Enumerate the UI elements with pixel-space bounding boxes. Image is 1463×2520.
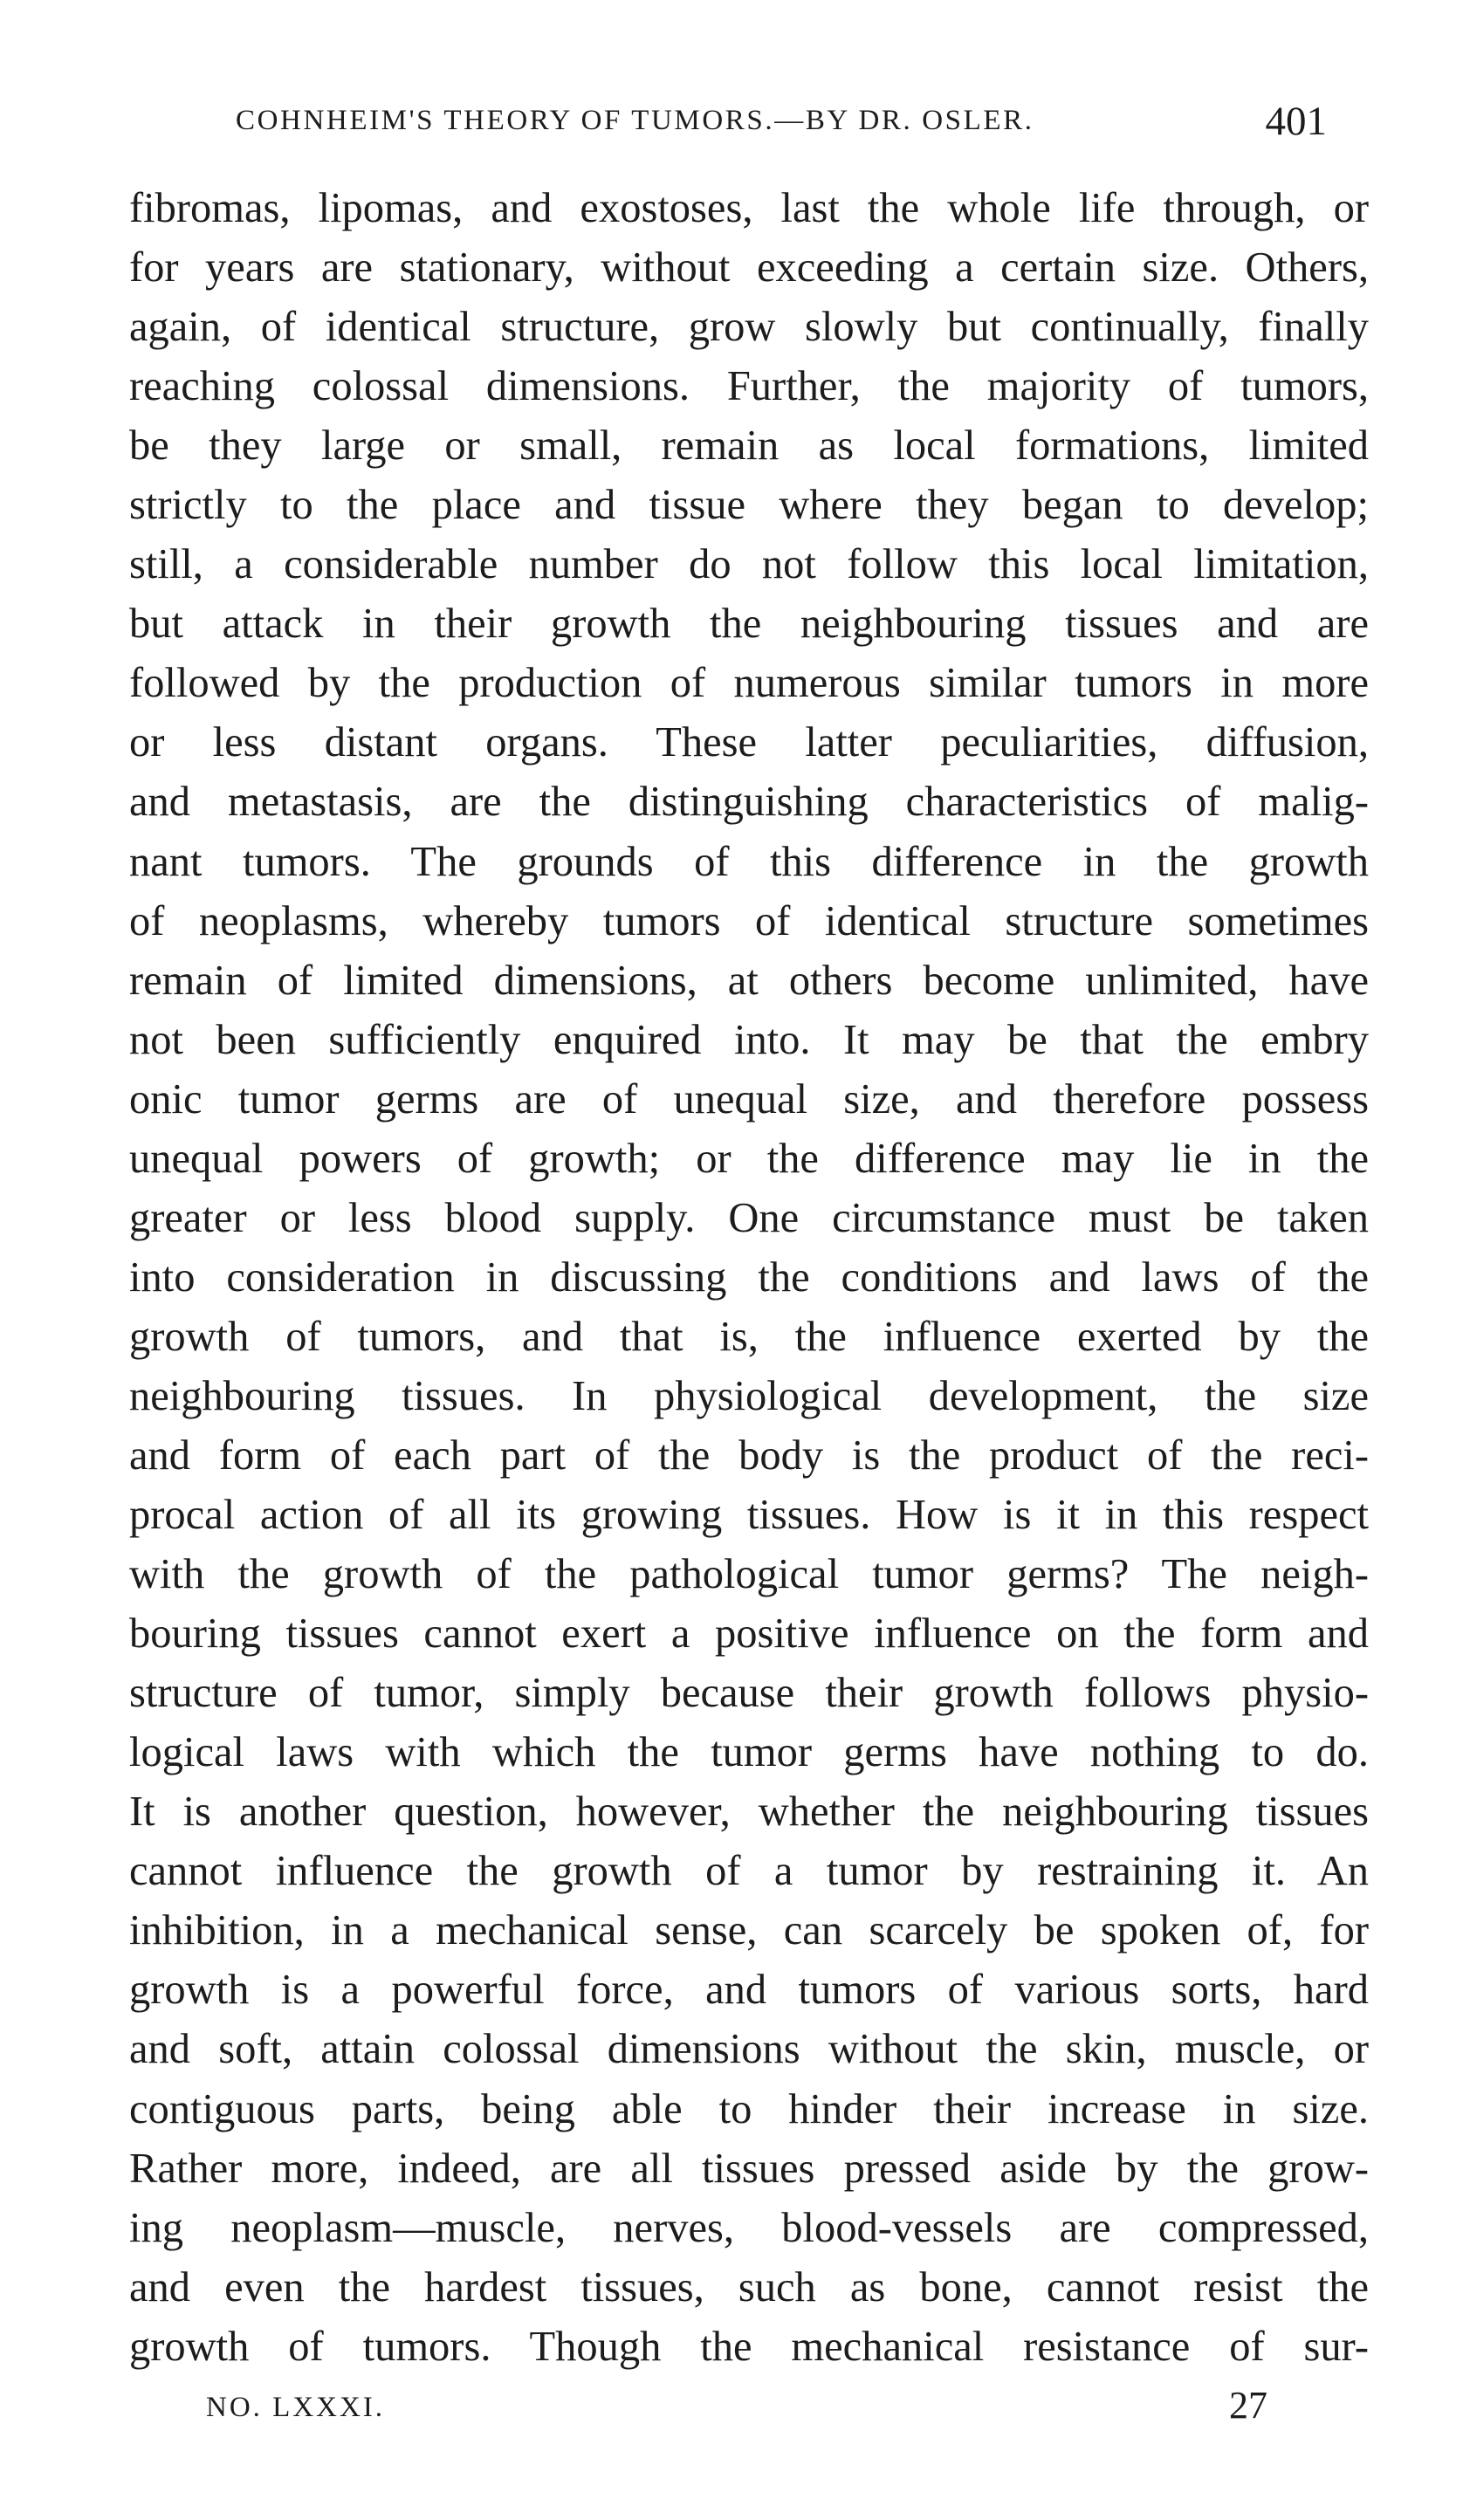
signature-number: 27: [1229, 2384, 1267, 2427]
text-line: unequal powers of growth; or the difference may lie in the: [129, 1135, 1369, 1182]
text-line: be they large or small, remain as local formations, limited: [129, 422, 1369, 470]
text-line: contiguous parts, being able to hinder their increase in size.: [129, 2085, 1369, 2132]
text-line: not been sufficiently enquired into. It may be that the embry: [129, 1016, 1369, 1063]
text-line: structure of tumor, simply because their growth follows physio-: [129, 1670, 1369, 1717]
text-line: and even the hardest tissues, such as bone, cannot resist the: [129, 2263, 1369, 2311]
signature-mark: NO. LXXXI.: [206, 2392, 386, 2423]
text-line: ing neoplasm—muscle, nerves, blood-vessels are compressed,: [129, 2204, 1369, 2251]
text-line: greater or less blood supply. One circumstance must be taken: [129, 1194, 1369, 1241]
text-line: logical laws with which the tumor germs have nothing to do.: [129, 1729, 1369, 1776]
text-line: into consideration in discussing the conditions and laws of the: [129, 1253, 1369, 1301]
text-line: and form of each part of the body is the product of the reci-: [129, 1432, 1369, 1479]
text-line: followed by the production of numerous similar tumors in more: [129, 660, 1369, 707]
text-line: growth of tumors. Though the mechanical resistance of sur-: [129, 2323, 1369, 2370]
text-line: strictly to the place and tissue where they began to develop;: [129, 482, 1369, 529]
text-line: cannot influence the growth of a tumor by restraining it. An: [129, 1848, 1369, 1895]
text-line: growth of tumors, and that is, the influence exerted by the: [129, 1313, 1369, 1360]
text-line: remain of limited dimensions, at others become unlimited, have: [129, 957, 1369, 1004]
text-line: procal action of all its growing tissues. How is it in this respect: [129, 1492, 1369, 1539]
text-line: but attack in their growth the neighbouring tissues and are: [129, 601, 1369, 648]
text-line: and metastasis, are the distinguishing characteristics of malig-: [129, 779, 1369, 826]
body-text: [129, 179, 1369, 2377]
running-head: [236, 98, 1327, 150]
text-line: reaching colossal dimensions. Further, the majority of tumors,: [129, 363, 1369, 410]
text-line: onic tumor germs are of unequal size, and therefore possess: [129, 1075, 1369, 1123]
text-line: inhibition, in a mechanical sense, can scarcely be spoken of, for: [129, 1907, 1369, 1954]
text-line: for years are stationary, without exceeding a certain size. Others,: [129, 244, 1369, 292]
text-line: of neoplasms, whereby tumors of identical structure sometimes: [129, 897, 1369, 944]
text-line: with the growth of the pathological tumor germs? The neigh-: [129, 1551, 1369, 1598]
text-line: Rather more, indeed, are all tissues pressed aside by the grow-: [129, 2145, 1369, 2192]
text-line: again, of identical structure, grow slowly but continually, finally: [129, 304, 1369, 351]
page-footer: [206, 2383, 1267, 2432]
text-line: bouring tissues cannot exert a positive influence on the form and: [129, 1610, 1369, 1658]
running-title: COHNHEIM'S THEORY OF TUMORS.—BY DR. OSLER.: [236, 105, 1034, 136]
text-line: and soft, attain colossal dimensions without the skin, muscle, or: [129, 2026, 1369, 2073]
page-number: 401: [1265, 99, 1327, 144]
text-line: fibromas, lipomas, and exostoses, last the whole life through, or: [129, 185, 1369, 231]
text-line: neighbouring tissues. In physiological development, the size: [129, 1372, 1369, 1419]
text-line: nant tumors. The grounds of this difference in the growth: [129, 838, 1369, 885]
text-line: still, a considerable number do not follow this local limitation,: [129, 541, 1369, 588]
text-line: growth is a powerful force, and tumors of various sorts, hard: [129, 1967, 1369, 2014]
text-line: It is another question, however, whether the neighbouring tissues: [129, 1789, 1369, 1836]
text-line: or less distant organs. These latter peculiarities, diffusion,: [129, 719, 1369, 766]
